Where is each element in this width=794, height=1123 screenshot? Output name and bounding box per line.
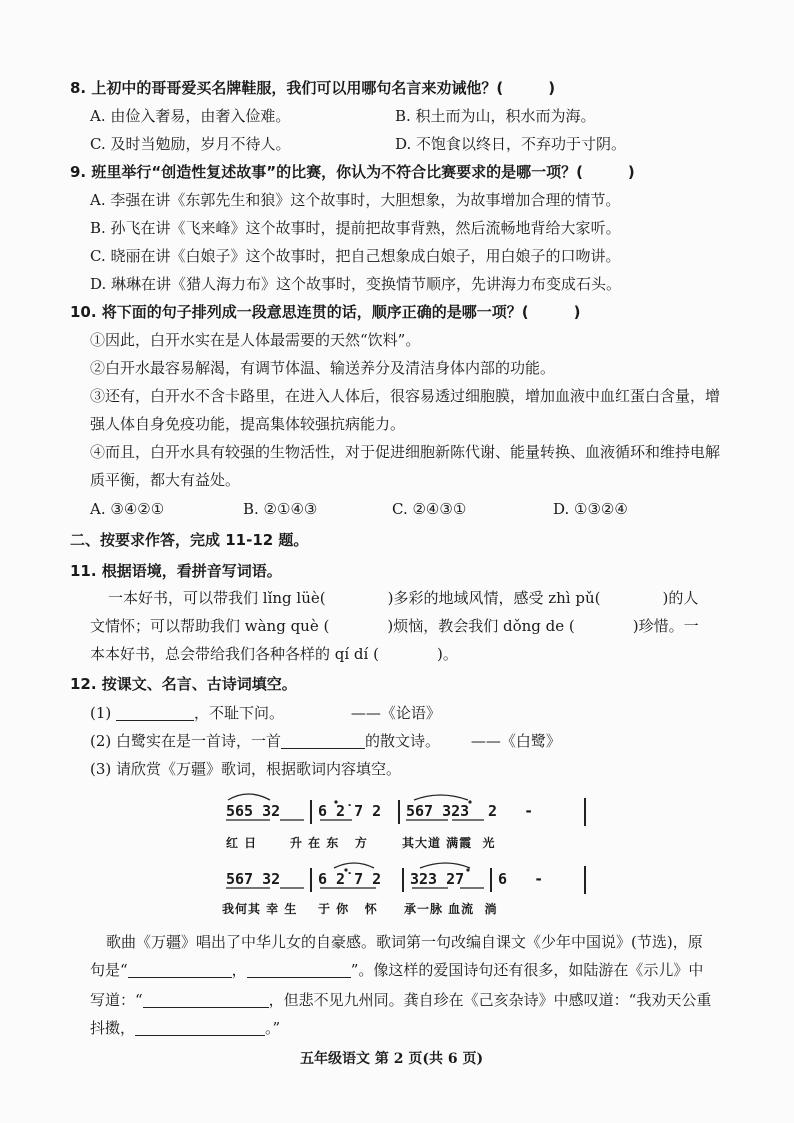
q9-option-c: C. 晓丽在讲《白娘子》这个故事时，把自己想象成白娘子，用白娘子的口吻讲。 bbox=[90, 247, 621, 265]
q11-text-2b: )烦恼，教会我们 dǒng de ( bbox=[387, 617, 575, 635]
q12-part-1-label: (1) bbox=[90, 704, 112, 722]
bar-line bbox=[584, 866, 586, 894]
closing-text-4a: 抖擞， bbox=[90, 1019, 136, 1037]
lyric-row2-part2: 于 你 怀 bbox=[318, 902, 378, 916]
q10-option-a: A. ③④②① bbox=[90, 500, 165, 518]
q12-part-2-source: ——《白鹭》 bbox=[470, 732, 561, 750]
closing-line-1: 歌曲《万疆》唱出了中华儿女的自豪感。歌词第一句改编自课文《少年中国说》(节选)，原 bbox=[106, 933, 703, 951]
closing-line-4 bbox=[90, 1018, 280, 1038]
q10-option-d: D. ①③②④ bbox=[553, 500, 628, 518]
bar-line bbox=[310, 800, 312, 824]
q11-text-2c: )珍惜。一 bbox=[632, 617, 699, 635]
closing-text-2a: 句是“ bbox=[90, 961, 128, 979]
q10-sentence-3a: ③还有，白开水不含卡路里，在进入人体后，很容易透过细胞膜，增加血液中血红蛋白含量，增 bbox=[90, 387, 721, 405]
q11-text-3b: )。 bbox=[436, 645, 458, 663]
q12-part-1-text: ，不耻下问。 bbox=[194, 704, 285, 722]
bar-line bbox=[490, 868, 492, 892]
q12-part-2-text-a: (2) 白鹭实在是一首诗，一首 bbox=[90, 732, 282, 750]
closing-text-2c: ”。像这样的爱国诗句还有很多，如陆游在《示儿》中 bbox=[350, 961, 704, 979]
closing-text-4b: 。” bbox=[265, 1019, 281, 1037]
q11-text-3a: 本本好书，总会带给我们各种各样的 qí dí ( bbox=[90, 645, 379, 663]
q8-option-d: D. 不饱食以终日，不弃功于寸阴。 bbox=[395, 135, 627, 153]
q10-option-c: C. ②④③① bbox=[392, 500, 467, 518]
q12-part-2-text-b: 的散文诗。 bbox=[365, 732, 441, 750]
q12-part-1-source: ——《论语》 bbox=[350, 704, 441, 722]
q9-option-a: A. 李强在讲《东郭先生和狼》这个故事时，大胆想象，为故事增加合理的情节。 bbox=[90, 191, 621, 209]
music-row2-measure4: 6 - bbox=[498, 870, 544, 888]
closing-blank-1[interactable] bbox=[128, 961, 232, 978]
q9-option-b: B. 孙飞在讲《飞来峰》这个故事时，提前把故事背熟，然后流畅地背给大家听。 bbox=[90, 219, 621, 237]
bar-line bbox=[398, 800, 400, 824]
q8-option-a: A. 由俭入奢易，由奢入俭难。 bbox=[90, 107, 291, 125]
closing-blank-2[interactable] bbox=[247, 961, 351, 978]
music-row1-measure1: 565 32 bbox=[226, 802, 281, 820]
bar-line bbox=[402, 868, 404, 892]
music-row1-measure4: 2 - bbox=[488, 802, 534, 820]
lyric-row2-part1: 我何其 幸 生 bbox=[222, 902, 298, 916]
music-row2-measure2: 6 2̇ 7 2 bbox=[318, 870, 382, 888]
q8-option-c: C. 及时当勉励，岁月不待人。 bbox=[90, 135, 291, 153]
closing-line-2 bbox=[90, 960, 703, 980]
closing-blank-3[interactable] bbox=[143, 991, 269, 1008]
bar-line bbox=[310, 868, 312, 892]
q10-sentence-4b: 质平衡，都大有益处。 bbox=[90, 471, 241, 489]
q11-text-2a: 文情怀；可以帮助我们 wàng què ( bbox=[90, 617, 330, 635]
music-row2-measure1: 567 32 bbox=[226, 870, 281, 888]
closing-line-3 bbox=[90, 990, 711, 1010]
q8-stem: 8. 上初中的哥哥爱买名牌鞋服，我们可以用哪句名言来劝诫他？( ) bbox=[70, 79, 556, 97]
q10-sentence-1: ①因此，白开水实在是人体最需要的天然“饮料”。 bbox=[90, 331, 421, 349]
music-row2-measure3: 323 27 bbox=[410, 870, 465, 888]
page-footer: 五年级语文 第 2 页(共 6 页) bbox=[300, 1051, 484, 1067]
section-2-heading: 二、按要求作答，完成 11-12 题。 bbox=[70, 531, 309, 549]
bar-line bbox=[584, 798, 586, 826]
q12-part-3: (3) 请欣赏《万疆》歌词，根据歌词内容填空。 bbox=[90, 760, 402, 778]
q10-option-b: B. ②①④③ bbox=[243, 500, 318, 518]
q8-option-b: B. 积土而为山，积水而为海。 bbox=[395, 107, 596, 125]
lyric-row1-part3: 其大道 满霞 光 bbox=[402, 836, 496, 850]
q9-stem: 9. 班里举行“创造性复述故事”的比赛，你认为不符合比赛要求的是哪一项？( ) bbox=[70, 163, 635, 181]
q10-sentence-3b: 强人体自身免疫功能，提高集体较强抗病能力。 bbox=[90, 415, 406, 433]
q10-stem: 10. 将下面的句子排列成一段意思连贯的话，顺序正确的是哪一项？( ) bbox=[70, 303, 581, 321]
music-row1-measure3: 567 323 bbox=[406, 802, 470, 820]
q9-option-d: D. 琳琳在讲《猎人海力布》这个故事时，变换情节顺序，先讲海力布变成石头。 bbox=[90, 275, 622, 293]
q11-stem: 11. 根据语境，看拼音写词语。 bbox=[70, 562, 282, 580]
lyric-row2-part3: 承一脉 血流 淌 bbox=[404, 902, 498, 916]
q10-sentence-2: ②白开水最容易解渴，有调节体温、输送养分及清洁身体内部的功能。 bbox=[90, 359, 556, 377]
closing-text-3a: 写道：“ bbox=[90, 991, 143, 1009]
q11-text-1a: 一本好书，可以带我们 lǐng lüè( bbox=[108, 589, 326, 607]
q10-sentence-4a: ④而且，白开水具有较强的生物活性，对于促进细胞新陈代谢、能量转换、血液循环和维持电解 bbox=[90, 443, 721, 461]
closing-text-3b: ，但悲不见九州同。龚自珍在《己亥杂诗》中感叹道：“我劝天公重 bbox=[268, 991, 712, 1009]
lyric-row1-part2: 升 在 东 方 bbox=[290, 836, 368, 850]
q11-text-1c: )的人 bbox=[662, 589, 699, 607]
lyric-row1-part1: 红 日 bbox=[226, 836, 258, 850]
music-row1-measure2: 6 2̇ 7 2 bbox=[318, 802, 382, 820]
closing-text-2b: ， bbox=[231, 961, 247, 979]
q12-stem: 12. 按课文、名言、古诗词填空。 bbox=[70, 675, 297, 693]
q11-text-1b: )多彩的地域风情，感受 zhì pǔ( bbox=[387, 589, 601, 607]
closing-blank-4[interactable] bbox=[135, 1019, 265, 1036]
